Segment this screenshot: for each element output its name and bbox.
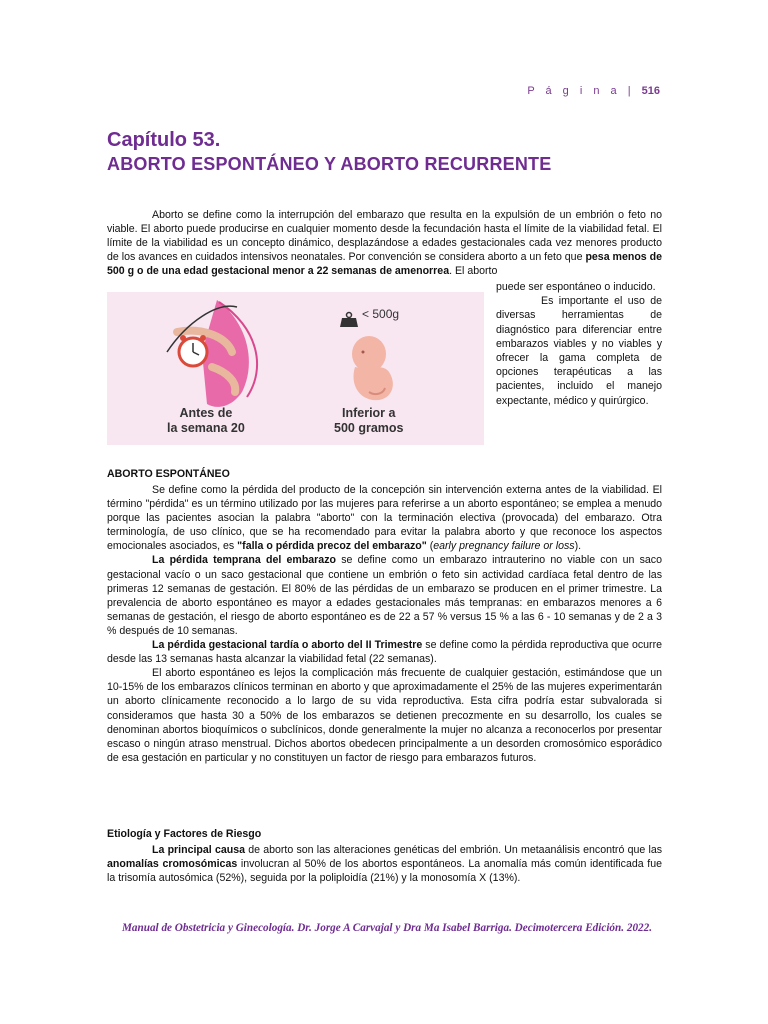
figure-left-caption [167,406,245,436]
chapter-heading [107,128,667,176]
intro-text-b: . El aborto [449,265,498,278]
intro-text-a: Aborto se define como la interrupción del embarazo que resulta en la expulsión de un embrión o feto no viable. El aborto puede producirse en cualquier momento desde la fecundación hasta el límite de la viabilidad fetal. El límite de la viabilidad es un concepto dinámico, desplazándose a edades gestacionales cada vez menores producto de los avances en cuidados intensivos neonatales. Por convención se considera aborto a un feto que [107,209,662,264]
spont-paragraph-4: El aborto espontáneo es lejos la complicación más frecuente de cualquier gestación, estimándose que un 10-15% de los embarazos clínicos terminan en aborto y que aproximadamente el 25% de las mujeres experimentarán un aborto clínicamente reconocido a lo largo de su vida reproductiva. Esta cifra podría estar subvalorada si consideramos que hasta 30 a 50% de los embarazos se detienen precozmente en su desarrollo, los cuales se denominan abortos bioquímicos o subclínicos, donde generalmente la mujer no alcanza a reconocerlos por presentar escaso o ningún atraso menstrual. Dichos abortos obedecen principalmente a un desorden cromosómico esporádico de esa gestación en particular y no constituyen un factor de riesgo para embarazos futuros. [107,667,662,764]
abortion-definition-figure [107,292,484,445]
page-footer: Manual de Obstetricia y Ginecología. Dr. Jorge A Carvajal y Dra Ma Isabel Barriga. Decimotercera Edición. 2022. [121,922,653,934]
spont-p1-italic: early pregnancy failure or loss [433,540,575,553]
etio-p1-text-b: involucran al 50% de los abortos espontáneos. La anomalía más común identificada fue la trisomía autosómica (52%), seguida por la poliploidía (21%) y la monosomía X (13%). [107,858,662,885]
section-aborto-espontaneo [107,483,662,765]
intro-side-1: puede ser espontáneo o inducido. [496,281,656,293]
page-word: P á g i n a [527,85,621,97]
etio-p1-bold2: anomalías cromosómicas [107,858,238,871]
intro-side-2: Es importante el uso de diversas herramientas de diagnóstico para diferenciar entre embarazos viables y no viables y ofrecer la gama completa de opciones terapéuticas a las pacientes, incluido el manejo expectante, médico y quirúrgico. [496,295,662,407]
figure-right-caption-line1: Inferior a [341,406,396,420]
figure-right-caption [334,406,403,436]
spont-p1-text-a: Se define como la pérdida del producto de la concepción sin intervención externa antes de la viabilidad. El término "pérdida" es un término utilizado por las mujeres para referirse a un aborto espontáneo; se emplea a menudo porque las pacientes asocian la palabra "aborto" con la terminación electiva (provocada) del embarazo. Otra terminología, de uso clínico, que se ha recomendado para evitar la palabra aborto y que reconoce los aspectos emocionales asociados, es [107,484,662,553]
page-number-value: 516 [641,85,660,97]
intro-bold: pesa menos de 500 g o de una edad gestacional menor a 22 semanas de amenorrea [107,251,663,278]
etio-p1-text-a: de aborto son las alteraciones genéticas del embrión. Un metaanálisis encontró que las [245,844,663,856]
figure-right-caption-line2: 500 gramos [334,421,404,435]
etio-paragraph-1 [107,843,662,885]
section-etiologia [107,843,662,885]
figure-left-caption-line2: la semana 20 [167,421,245,435]
spont-paragraph-1 [107,483,662,553]
intro-side-text [496,280,662,408]
clock-icon [179,335,207,366]
spont-p1-text-c: ). [574,540,582,553]
weight-icon [340,313,358,328]
intro-paragraph [107,208,662,278]
spont-p1-text-b: ( [426,540,434,553]
section-heading-etiologia: Etiología y Factores de Riesgo [107,828,262,840]
spont-paragraph-2 [107,553,662,638]
spont-p2-text: se define como un embarazo intrauterino no viable con un saco gestacional vacío o un saco gestacional que contiene un embrión o feto sin actividad cardíaca fetal dentro de las primeras 12 semanas de gestación. El 80% de las pérdidas de un embarazo se producen en el primer trimestre. La prevalencia de aborto espontáneo es mayor a edades gestacionales más tempranas: en embarazos menores a 6 semanas de gestación, el riesgo de aborto espontáneo es de 22 a 57 % versus 15 % a las 6 - 10 semanas y de 2 a 3 % después de 10 semanas. [107,554,662,637]
figure-left-caption-line1: Antes de [179,406,233,420]
page-separator: | [627,85,635,97]
spont-p1-bold: "falla o pérdida precoz del embarazo" [237,540,427,553]
figure-illustration [107,292,484,445]
page-number [527,85,660,97]
etio-p1-bold1: La principal causa [152,844,245,856]
fetus-illustration [352,336,393,400]
spont-p3-bold: La pérdida gestacional tardía o aborto del II Trimestre [152,639,423,652]
section-heading-aborto-espontaneo: ABORTO ESPONTÁNEO [107,468,230,480]
spont-p3-text: se define como la pérdida reproductiva que ocurre desde las 13 semanas hasta alcanzar la viabilidad fetal (22 semanas). [107,639,662,666]
chapter-title: ABORTO ESPONTÁNEO Y ABORTO RECURRENTE [107,154,552,174]
figure-weight-label: < 500g [362,307,400,321]
spont-paragraph-3 [107,638,662,666]
chapter-number: Capítulo 53. [107,129,221,151]
spont-p2-bold: La pérdida temprana del embarazo [152,554,336,567]
